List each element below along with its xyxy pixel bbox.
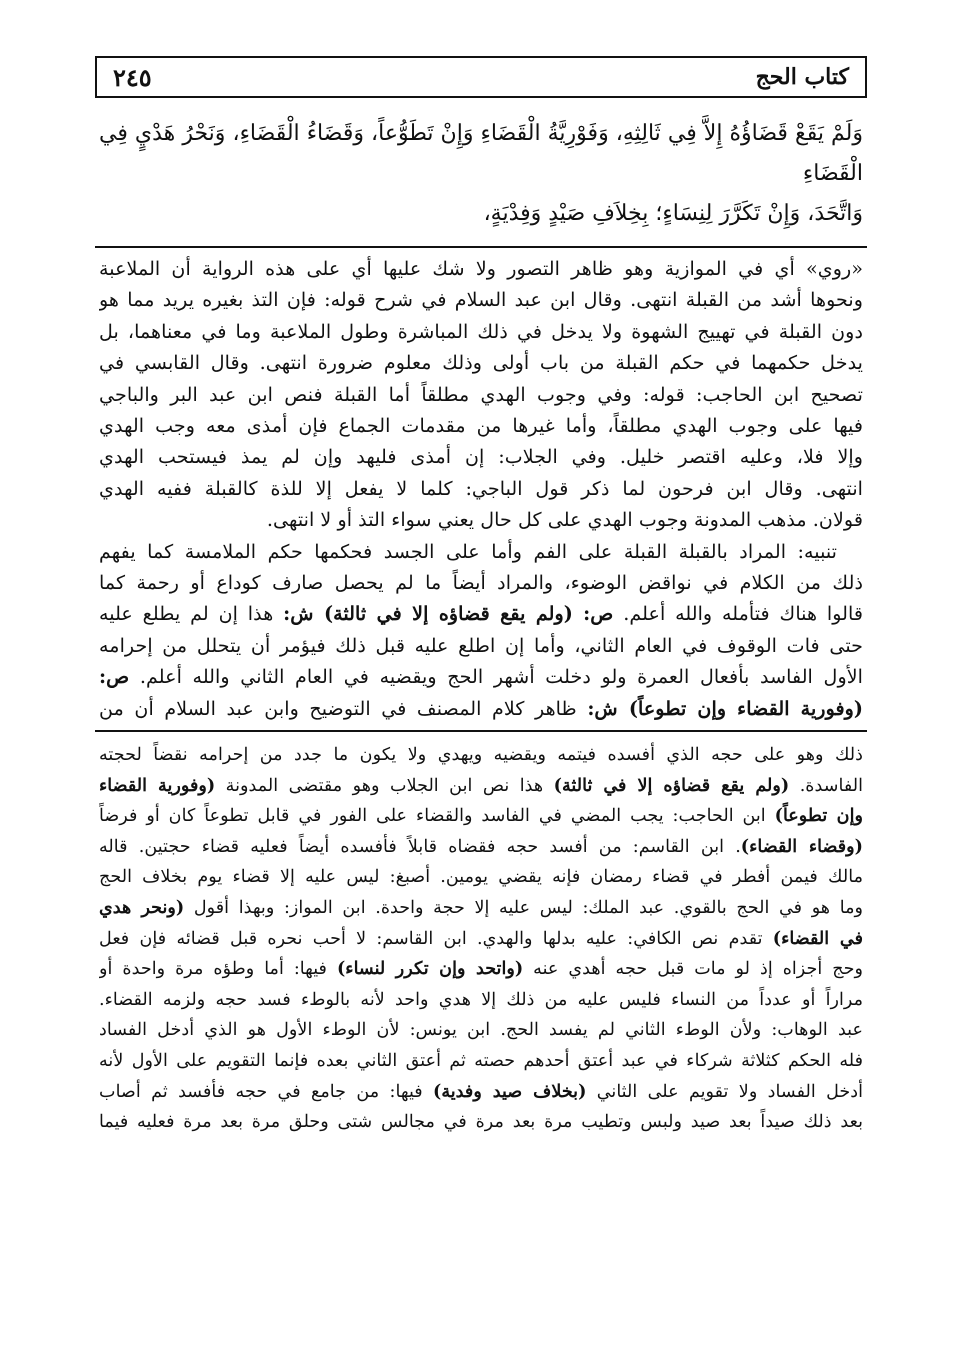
matn-quote: في القضاء) [772, 927, 863, 949]
commentary-text-run: ظاهر كلام المصنف في التوضيح وابن عبد السلام أن من [99, 696, 588, 720]
commentary-line [99, 661, 863, 692]
matn-quote: (بخلاف صيد وفدية) [433, 1080, 587, 1102]
divider-rule [95, 730, 867, 732]
commentary-text-run: هذا إن لم يطلع عليه [99, 602, 284, 626]
commentary-line: فيها على وجوب الهدي مطلقاً، وأما غيرها من مقدمات الجماع فإن أمذى معه وجب الهدي [99, 414, 863, 438]
footnote-line: بعد ذلك صيداً بعد صيد ولبس وتطيب مرة بعد مرة في مجالس شتى وحلق مرة بعد مرة فعليه فيما [99, 1112, 863, 1133]
footnote-line: عبد الوهاب: ولأن الوطء الثاني لم يفسد الحج. ابن يونس: لأن الوطء الأول هو الذي أدخل الفساد [99, 1020, 863, 1041]
commentary-text-run: قالوا هناك فتأمله والله أعلم. [613, 602, 863, 626]
matn-quote: (وفورية القضاء وإن تطوعاً) ش: [587, 696, 863, 720]
footnote-line: مالك فيمن أفطر في قضاء رمضان فإنه يقضي يومين. أصبغ: ليس عليه إلا قضاء يوم بخلاف الحج [99, 867, 863, 888]
matn-text [95, 114, 867, 234]
commentary-line: ذلك من الكلام في نواقض الوضوء، والمراد أيضاً ما لم يحصل صارف كوداع أو رحمة كما [99, 571, 863, 595]
footnote-text-run: هذا نص ابن الجلاب وهو مقتضى المدونة [215, 775, 554, 796]
footnote-line [99, 1077, 863, 1108]
footnote-line [99, 801, 863, 832]
commentary-line: حتى فات الوقوف في العام الثاني، وأما إن اطلع عليه قبل ذلك فيؤمر أن يتحلل من إحرامه [99, 633, 863, 657]
matn-quote: (وفورية القضاء [99, 774, 216, 796]
commentary-line: وإلا فلا، وعليه اقتصر خليل. وفي الجلاب: إن أمذى فليهد وإن لم يمذ فيستحب الهدي [99, 445, 863, 469]
commentary-line: ونحوها أشد من القبلة انتهى. وقال ابن عبد السلام في شرح قوله: فإن التذ بغيره يريد مما هو [99, 288, 863, 312]
commentary-text-run: الأول الفاسد بأفعال العمرة ولو دخلت أشهر الحج ويقضيه في العام الثاني والله أعلم. [129, 665, 863, 689]
footnote-line [99, 893, 863, 924]
footnote-text-run: وما هو في الحج بالقوي. عبد الملك: ليس عليه إلا حجة واحدة. ابن المواز: وبهذا أقول [184, 898, 863, 919]
page-header [95, 56, 867, 98]
footnote-text-run: فيها: أما وطؤه مرة واحدة أو [99, 959, 337, 980]
footnote-line: فله الحكم كثلاثة شركاء في عبد أعتق أحدهم حصته ثم أعتق الثاني بعده فإنما التقويم على الأول لأنه [99, 1051, 863, 1072]
commentary-line: قولان. مذهب المدونة وجوب الهدي على كل حال يعني سواء التذ أو لا انتهى. [266, 508, 863, 532]
book-page [95, 56, 867, 1138]
matn-quote: ص: (ولم يقع قضاؤه إلا في ثالثة) ش: [283, 602, 614, 626]
footnote-text-run: وحج أجزاه إذ لو مات قبل حجه أهدي عنه [523, 959, 863, 980]
footnote-line: ذلك وهو على حجه الذي أفسده فيتمه ويقضيه ويهدي ولا يكون ما جدد من إحرامه نقضاً لحجته [99, 745, 863, 766]
footnote-text-run: أدخل الفساد ولا تقويم على الثاني [586, 1081, 863, 1102]
commentary-line: انتهى. وقال ابن فرحون لما ذكر قول الباجي: كلما لا يفعل إلا للذة كالقبلة ففيه الهدي [99, 476, 863, 500]
divider-rule [95, 246, 867, 248]
matn-quote: (واتحد وإن تكرر لنساء) [336, 958, 524, 980]
footnote-line [99, 832, 863, 863]
footnote-line: مراراً أو عدداً من النساء فليس عليه من ذلك إلا هدي واحد لأنه بالوطء فسد حجه ولزمه القضاء. [99, 989, 863, 1010]
commentary-line: تنبيه: المراد بالقبلة القبلة على الفم وأما على الجسد فحكمها حكم الملامسة كما يفهم [99, 539, 837, 563]
footnote-line [99, 954, 863, 985]
commentary-line: «روي» أي في الموازية وهو ظاهر التصور ولا شك عليها أي على هذه الرواية أن الملاعبة [99, 257, 863, 280]
matn-line: وَاتَّحَدَ، وَإِنْ تَكَرَّرَ لِنِسَاءٍ؛ بِخِلاَفِ صَيْدٍ وَفِدْيَةٍ، [483, 201, 863, 226]
matn-marker: ص: [99, 665, 130, 689]
footnote-text [95, 740, 867, 1138]
commentary-line: يدخل حكمهما في حكم القبلة من باب أولى وذلك معلوم ضرورة انتهى. وقال القابسي في [99, 351, 863, 375]
footnote-text-run: تقدم نص الكافي: عليه بدلها والهدي. ابن القاسم: لا أحب نحره قبل قضائه فإن فعل [99, 928, 773, 949]
matn-quote: (وقضاء القضاء) [740, 835, 863, 857]
footnote-text-run: فيها: من جامع في حجه فأفسد ثم أصاب [99, 1081, 434, 1102]
matn-quote: (ولم يقع قضاؤه إلا في ثالثة) [553, 774, 790, 796]
commentary-line [99, 598, 863, 629]
commentary-line: دون القبلة في تهييج الشهوة ولا يدخل في ذلك المباشرة وطول الملاعبة وما في معناهما، بل [99, 319, 863, 343]
footnote-line [99, 924, 863, 955]
footnote-line [99, 771, 863, 802]
header-title: كتاب الحج [755, 64, 849, 90]
footnote-text-run: ابن الحاجب: يجب المضي في الفاسد والقضاء على الفور في قابل تطوعاً كان أو فرضاً [99, 806, 775, 827]
page-number: ٢٤٥ [113, 62, 152, 92]
commentary-line [99, 693, 863, 724]
matn-line: وَلَمْ يَقَعْ قَضَاؤُهُ إِلاَّ فِي ثَالِثِهِ، وَفَوْرِيَّةُ الْقَضَاءِ وَإِنْ تَطَوُّعاً، وَقَضَاءُ الْقَضَاءِ، وَنَحْرُ هَدْيٍ فِي الْقَضَاءِ [99, 121, 863, 186]
footnote-text-run: الفاسدة. [789, 775, 863, 796]
commentary-text [95, 253, 867, 724]
matn-quote: وإن تطوعاً) [774, 805, 863, 827]
footnote-text-run: . ابن القاسم: من أفسد حجه فقضاه قابلاً فأفسده أيضاً فعليه قضاء حجتين. قاله [99, 836, 741, 857]
commentary-line: تصحيح ابن الحاجب: قوله: وفي وجوب الهدي مطلقاً أما القبلة فنص ابن عبد البر والباجي [99, 382, 863, 406]
matn-quote: (ونحر هدي [99, 897, 185, 919]
